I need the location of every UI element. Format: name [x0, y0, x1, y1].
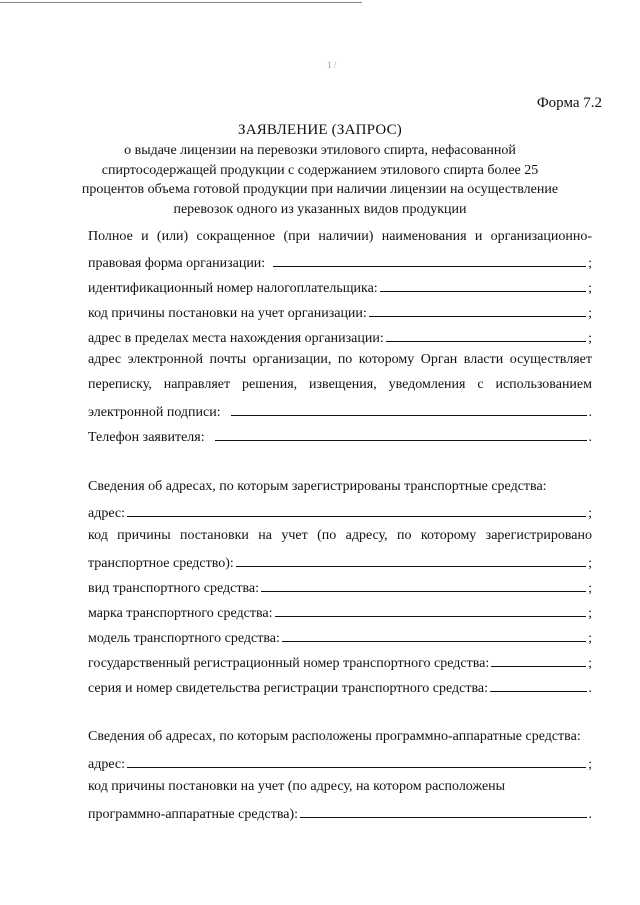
page-mark: 1 /	[327, 60, 337, 70]
punct: ;	[588, 556, 592, 571]
hardware-kpp-label-line1: код причины постановки на учет (по адресу, на котором расположены	[88, 779, 506, 794]
transport-kpp-label: транспортное средство):	[88, 556, 234, 571]
transport-address-field[interactable]	[127, 503, 586, 517]
punct: ;	[588, 606, 592, 621]
hardware-address-label: адрес:	[88, 757, 126, 772]
vehicle-model-label: модель транспортного средства:	[88, 631, 280, 646]
document-subtitle	[60, 141, 580, 219]
hardware-address-field[interactable]	[127, 754, 586, 768]
org-name-field[interactable]	[273, 253, 586, 267]
kpp-row	[88, 303, 592, 322]
punct: ;	[588, 256, 592, 271]
vehicle-brand-row	[88, 603, 592, 622]
vehicle-brand-label: марка транспортного средства:	[88, 606, 273, 621]
kpp-label: код причины постановки на учет организации:	[88, 306, 367, 321]
transport-kpp-row	[88, 553, 592, 572]
hardware-heading: Сведения об адресах, по которым расположены программно-аппаратные средства:	[88, 729, 581, 744]
vehicle-type-field[interactable]	[261, 578, 586, 592]
email-row	[88, 402, 592, 421]
top-rule	[0, 2, 362, 3]
email-label-line2: переписку, направляет решения, извещения, уведомления с использованием	[88, 377, 592, 392]
punct: .	[588, 681, 592, 696]
punct: ;	[588, 631, 592, 646]
transport-kpp-label-line1: код причины постановки на учет (по адресу, по которому зарегистрировано	[88, 528, 592, 543]
vehicle-type-row	[88, 578, 592, 597]
email-label: электронной подписи:	[88, 405, 221, 420]
org-name-label-line1: Полное и (или) сокращенное (при наличии) наименования и организационно-	[88, 229, 592, 244]
punct: ;	[588, 581, 592, 596]
org-address-row	[88, 328, 592, 347]
transport-heading: Сведения об адресах, по которым зарегистрированы транспортные средства:	[88, 479, 547, 494]
hardware-address-row	[88, 754, 592, 773]
transport-address-row	[88, 503, 592, 522]
punct: .	[588, 405, 592, 420]
phone-label: Телефон заявителя:	[88, 430, 205, 445]
vehicle-type-label: вид транспортного средства:	[88, 581, 259, 596]
subtitle-line: о выдаче лицензии на перевозки этилового спирта, нефасованной	[124, 143, 516, 158]
form-number: Форма 7.2	[536, 95, 602, 111]
punct: ;	[588, 656, 592, 671]
punct: ;	[588, 757, 592, 772]
punct: ;	[588, 506, 592, 521]
phone-row	[88, 427, 592, 446]
vehicle-reg-number-label: государственный регистрационный номер транспортного средства:	[88, 656, 490, 671]
hardware-kpp-field[interactable]	[300, 804, 586, 818]
kpp-field[interactable]	[369, 303, 586, 317]
vehicle-reg-number-row	[88, 653, 592, 672]
vehicle-brand-field[interactable]	[275, 603, 587, 617]
phone-field[interactable]	[215, 427, 587, 441]
inn-label: идентификационный номер налогоплательщика:	[88, 281, 378, 296]
hardware-kpp-row	[88, 804, 592, 823]
punct: .	[588, 807, 592, 822]
inn-row	[88, 278, 592, 297]
subtitle-line: спиртосодержащей продукции с содержанием этилового спирта более 25	[101, 162, 539, 178]
punct: .	[588, 430, 592, 445]
vehicle-model-field[interactable]	[282, 628, 586, 642]
subtitle-line: процентов объема готовой продукции при наличии лицензии на осуществление	[81, 182, 559, 197]
vehicle-certificate-field[interactable]	[490, 678, 586, 692]
transport-address-label: адрес:	[88, 506, 126, 521]
document-title: ЗАЯВЛЕНИЕ (ЗАПРОС)	[237, 122, 402, 138]
vehicle-certificate-row	[88, 678, 592, 697]
email-field[interactable]	[231, 402, 587, 416]
inn-field[interactable]	[380, 278, 586, 292]
org-name-label: правовая форма организации:	[88, 256, 266, 271]
punct: ;	[588, 306, 592, 321]
subtitle-line: перевозок одного из указанных видов продукции	[173, 201, 467, 217]
org-address-label: адрес в пределах места нахождения организации:	[88, 331, 384, 346]
org-name-row	[88, 253, 592, 272]
email-label-line1: адрес электронной почты организации, по которому Орган власти осуществляет	[88, 352, 592, 367]
hardware-kpp-label: программно-аппаратные средства):	[88, 807, 299, 822]
punct: ;	[588, 331, 592, 346]
vehicle-model-row	[88, 628, 592, 647]
vehicle-certificate-label: серия и номер свидетельства регистрации транспортного средства:	[88, 681, 489, 696]
punct: ;	[588, 281, 592, 296]
org-address-field[interactable]	[386, 328, 586, 342]
vehicle-reg-number-field[interactable]	[491, 653, 586, 667]
transport-kpp-field[interactable]	[236, 553, 586, 567]
